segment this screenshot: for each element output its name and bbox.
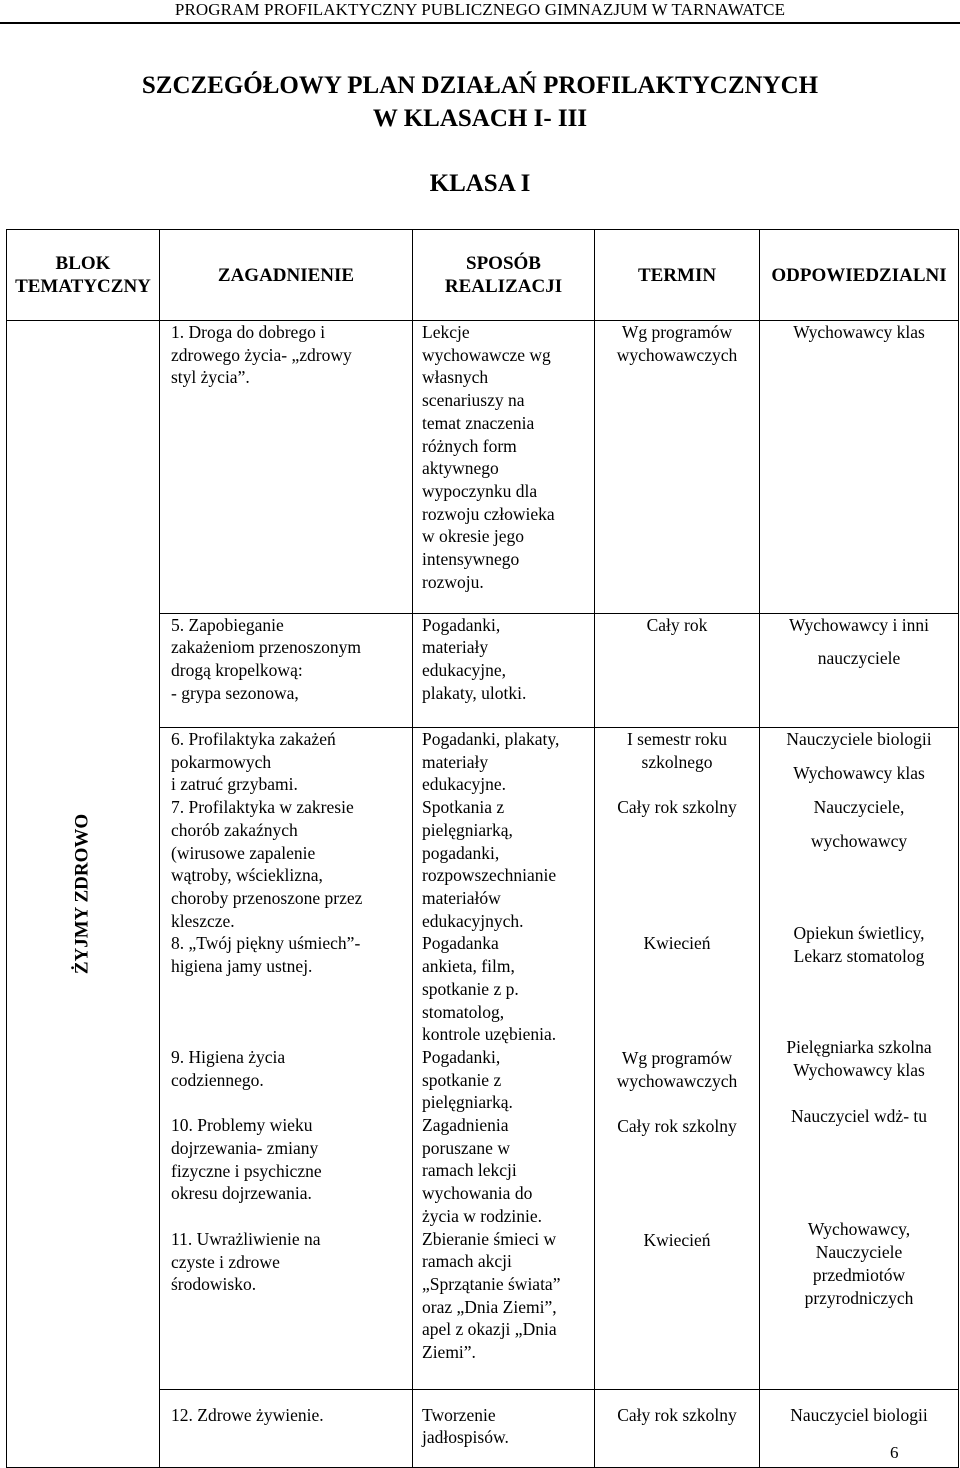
sposob-cell	[413, 728, 595, 1390]
text-line: Nauczyciel biologii	[790, 1404, 928, 1425]
text-line: kontrole uzębienia.	[422, 1024, 557, 1045]
page-number: 6	[890, 1443, 899, 1462]
text-line: jadłospisów.	[422, 1427, 509, 1448]
text-line: Pogadanki, plakaty,	[422, 729, 560, 750]
text-line: Nauczyciel wdż- tu	[790, 1105, 928, 1126]
header-blok-line-1: BLOK	[55, 253, 111, 274]
header-sposob-realizacji	[413, 230, 595, 321]
text-line: Wychowawcy klas	[793, 322, 925, 342]
zagadnienie-cell	[160, 321, 413, 614]
text-line: styl życia”.	[171, 367, 250, 388]
text-line: I semestr roku	[626, 729, 728, 750]
text-line: własnych	[422, 367, 489, 388]
odpowiedzialni-cell	[760, 613, 959, 727]
text-line: „Sprzątanie świata”	[422, 1273, 561, 1294]
text-line: ramach lekcji	[422, 1160, 517, 1181]
text-line: (wirusowe zapalenie	[171, 842, 316, 863]
odpowiedzialni-cell	[760, 321, 959, 614]
text-line: 6. Profilaktyka zakażeń	[171, 729, 336, 750]
text-line: poruszane w	[422, 1137, 510, 1158]
text-line: spotkanie z p.	[422, 978, 519, 999]
text-line: 10. Problemy wieku	[171, 1115, 313, 1136]
text-line: czyste i zdrowe	[171, 1251, 280, 1272]
text-line: przedmiotów	[812, 1264, 906, 1285]
text-line: wypoczynku dla	[422, 480, 538, 501]
text-line: fizyczne i psychiczne	[171, 1160, 322, 1181]
text-line: scenariuszy na	[422, 390, 525, 411]
sposob-cell	[413, 321, 595, 614]
text-line: 9. Higiena życia	[171, 1046, 286, 1067]
text-line: pielęgniarką,	[422, 819, 513, 840]
text-line: choroby przenoszone przez	[171, 887, 363, 908]
text-line: 1. Droga do dobrego i	[171, 322, 326, 342]
text-line: codziennego.	[171, 1069, 264, 1090]
document-title-line-2: W KLASACH I- III	[372, 105, 588, 132]
text-line: Nauczyciele,	[813, 797, 905, 818]
text-line: dojrzewania- zmiany	[171, 1137, 319, 1158]
text-line: Opiekun świetlicy,	[793, 922, 925, 943]
text-line: wychowawcy	[810, 831, 908, 852]
text-line: Kwiecień	[643, 1229, 711, 1250]
text-line: wychowawczych	[616, 344, 738, 365]
text-line: Wychowawcy,	[807, 1219, 911, 1240]
text-line: materiały	[422, 637, 489, 658]
text-line: różnych form	[422, 435, 517, 456]
text-line: Wg programów	[621, 1047, 733, 1068]
text-line: apel z okazji „Dnia	[422, 1319, 557, 1340]
text-line: życia w rodzinie.	[422, 1205, 543, 1226]
text-line: chorób zakaźnych	[171, 819, 298, 840]
odpowiedzialni-cell	[760, 728, 959, 1390]
text-line: Nauczyciele biologii	[786, 729, 932, 750]
text-line: zakażeniom przenoszonym	[171, 637, 361, 658]
text-line: edukacyjne,	[422, 660, 507, 681]
header-sposob-line-1: SPOSÓB	[466, 253, 541, 274]
termin-cell	[595, 1389, 760, 1467]
text-line: rozwoju człowieka	[422, 503, 555, 524]
text-line: spotkanie z	[422, 1069, 502, 1090]
termin-cell	[595, 613, 760, 727]
text-line: przyrodniczych	[804, 1287, 914, 1308]
text-line: w okresie jego	[422, 526, 525, 547]
text-line: ramach akcji	[422, 1251, 512, 1272]
running-header: PROGRAM PROFILAKTYCZNY PUBLICZNEGO GIMNAZJUM W TARNAWATCE	[0, 0, 960, 24]
text-line: Cały rok szkolny	[617, 797, 737, 818]
action-plan-table	[6, 229, 959, 1468]
text-line: edukacyjnych.	[422, 910, 524, 931]
text-line: Kwiecień	[643, 933, 711, 954]
table-row	[7, 321, 959, 614]
text-line: zdrowego życia- „zdrowy	[171, 344, 352, 365]
text-line: higiena jamy ustnej.	[171, 956, 313, 977]
header-termin: TERMIN	[595, 230, 760, 321]
blok-label: ŻYJMY ZDROWO	[71, 813, 93, 975]
text-line: 8. „Twój piękny uśmiech”-	[171, 933, 361, 954]
text-line: wychowawcze wg	[422, 344, 551, 365]
text-line: Wychowawcy klas	[793, 762, 925, 783]
text-line: temat znaczenia	[422, 412, 535, 433]
zagadnienie-cell	[160, 613, 413, 727]
text-line: wychowawczych	[616, 1070, 738, 1091]
text-line: Pogadanka	[422, 933, 499, 954]
text-line: - grypa sezonowa,	[171, 682, 299, 703]
text-line: kleszcze.	[171, 910, 235, 931]
sposob-cell	[413, 1389, 595, 1467]
text-line: rozwoju.	[422, 571, 484, 592]
text-line: Zagadnienia	[422, 1115, 509, 1136]
text-line: szkolnego	[641, 751, 713, 772]
text-line: Zbieranie śmieci w	[422, 1228, 557, 1249]
document-title-line-1: SZCZEGÓŁOWY PLAN DZIAŁAŃ PROFILAKTYCZNYCH	[141, 72, 819, 99]
text-line: rozpowszechnianie	[422, 865, 557, 886]
text-line: Tworzenie	[422, 1404, 496, 1425]
text-line: aktywnego	[422, 458, 499, 479]
text-line: Cały rok szkolny	[617, 1404, 737, 1425]
class-subtitle: KLASA I	[429, 170, 531, 197]
text-line: plakaty, ulotki.	[422, 682, 527, 703]
text-line: intensywnego	[422, 549, 520, 570]
header-sposob-line-2: REALIZACJI	[444, 276, 563, 297]
text-line: Pogadanki,	[422, 614, 501, 635]
header-blok-tematyczny	[7, 230, 160, 321]
text-line: nauczyciele	[817, 648, 901, 669]
text-line: ankieta, film,	[422, 956, 515, 977]
text-line: i zatruć grzybami.	[171, 774, 298, 795]
text-line: stomatolog,	[422, 1001, 505, 1022]
table-header-row	[7, 230, 959, 321]
text-line: Pielęgniarka szkolna	[786, 1037, 932, 1058]
text-line: Cały rok	[646, 614, 708, 635]
text-line: Wychowawcy i inni	[789, 614, 929, 635]
blok-tematyczny-cell	[7, 321, 160, 1468]
text-line: drogą kropelkową:	[171, 660, 303, 681]
text-line: Pogadanki,	[422, 1046, 501, 1067]
text-line: wychowania do	[422, 1183, 533, 1204]
text-line: Cały rok szkolny	[617, 1116, 737, 1137]
text-line: Nauczyciele	[815, 1242, 903, 1263]
zagadnienie-cell	[160, 728, 413, 1390]
text-line: wątroby, wścieklizna,	[171, 865, 323, 886]
text-line: Wychowawcy klas	[793, 1059, 925, 1080]
text-line: materiałów	[422, 887, 501, 908]
header-zagadnienie: ZAGADNIENIE	[160, 230, 413, 321]
zagadnienie-cell	[160, 1389, 413, 1467]
text-line: pokarmowych	[171, 751, 272, 772]
termin-cell	[595, 728, 760, 1390]
text-line: edukacyjne.	[422, 774, 507, 795]
text-line: 7. Profilaktyka w zakresie	[171, 797, 354, 818]
odpowiedzialni-cell	[760, 1389, 959, 1467]
text-line: 11. Uwrażliwienie na	[171, 1229, 321, 1250]
header-odpowiedzialni: ODPOWIEDZIALNI	[760, 230, 959, 321]
text-line: 12. Zdrowe żywienie.	[171, 1404, 324, 1425]
text-line: materiały	[422, 751, 489, 772]
text-line: okresu dojrzewania.	[171, 1183, 312, 1204]
header-blok-line-2: TEMATYCZNY	[15, 276, 151, 297]
text-line: Ziemi”.	[422, 1342, 476, 1363]
text-line: Lekarz stomatolog	[793, 945, 925, 966]
text-line: oraz „Dnia Ziemi”,	[422, 1296, 557, 1317]
text-line: środowisko.	[171, 1274, 257, 1295]
text-line: pogadanki,	[422, 842, 500, 863]
text-line: Wg programów	[621, 322, 733, 342]
text-line: 5. Zapobieganie	[171, 614, 284, 635]
text-line: Lekcje	[422, 322, 470, 342]
text-line: Spotkania z	[422, 797, 505, 818]
termin-cell	[595, 321, 760, 614]
text-line: pielęgniarką.	[422, 1092, 513, 1113]
sposob-cell	[413, 613, 595, 727]
